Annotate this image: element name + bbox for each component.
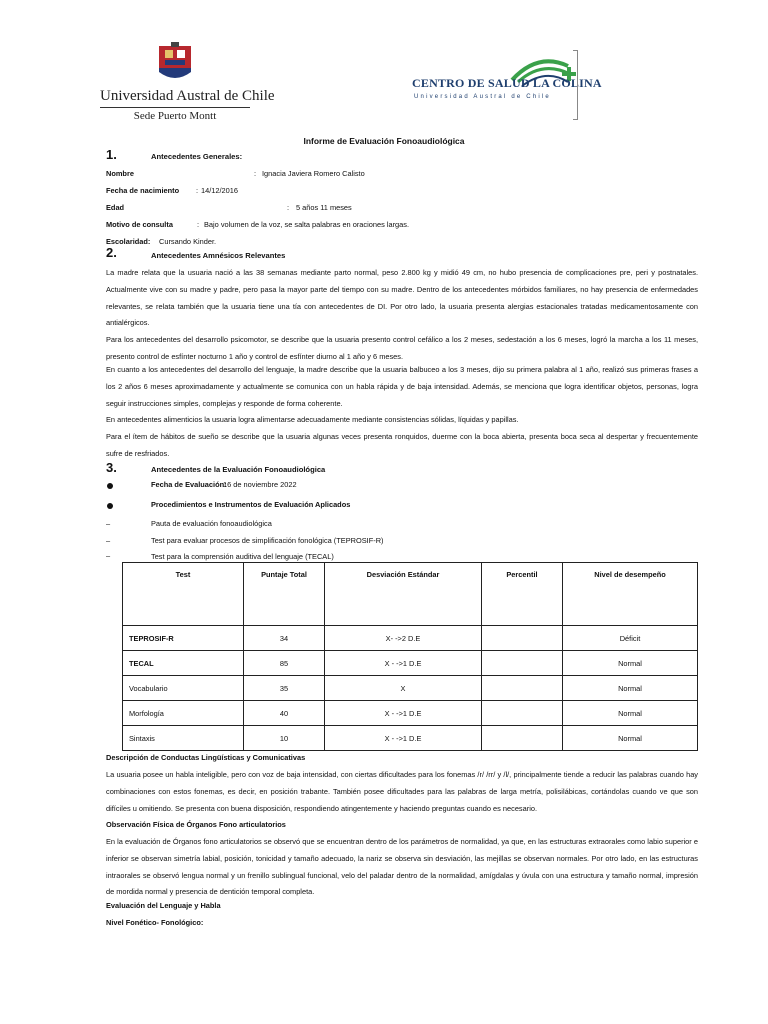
cell-percentil [482,726,563,751]
anamnesis-paragraph-2: Para los antecedentes del desarrollo psicomotor, se describe que la usuaria presento control cefálico a los 2 meses, sedestación a los 6 meses, logró la marcha a los 11 meses, presento control de esfínter nocturno 1 año y control de esfínter diurno al 1 año y 6 meses. [106,335,698,361]
cell-total: 85 [244,651,325,676]
field-sep-motivo: : [197,220,200,229]
section-1-number: 1. [106,147,117,162]
field-value-escolaridad: Cursando Kinder. [159,237,217,246]
section-3-heading: Antecedentes de la Evaluación Fonoaudiológica [151,465,326,474]
table-row [123,701,698,726]
cell-percentil [482,651,563,676]
field-label-fecha-nacimiento: Fecha de nacimiento [106,186,180,195]
table-header-test: Test [123,563,244,626]
field-label-edad: Edad [106,203,125,212]
field-value-fecha-nacimiento: 14/12/2016 [201,186,238,195]
cell-test: Morfología [123,701,244,726]
cell-percentil [482,676,563,701]
section-2-number: 2. [106,245,117,260]
university-name: Universidad Austral de Chile [100,88,250,108]
table-row [123,726,698,751]
health-center-logo [408,50,602,118]
field-label-escolaridad: Escolaridad: [106,237,151,246]
bullet-icon [107,483,113,489]
table-header-de: Desviación Estándar [325,563,482,626]
cell-test: TECAL [123,651,244,676]
section-2-heading: Antecedentes Amnésicos Relevantes [151,251,286,260]
field-sep-fecha-nacimiento: : [196,186,199,195]
section-3-number: 3. [106,460,117,475]
organs-paragraph: En la evaluación de Órganos fono articulatorios se observó que se encuentran dentro de los parámetros de normalidad, ya que, en las estructuras extraorales como labio superior e inferior se observan simetría labial, posición, tonicidad y tamaño adecuado, la nariz se observa sin desviación, las mejillas se observan normales. Por otro lado, en las estructuras intraorales se observó lengua normal y un frenillo sublingual funcional, velo del paladar dentro de la normalidad, amígdalas y úvula con una estructura y tamaño normal, impresión de mordida normal y presencia de dentición temporal completa. [106,837,698,897]
field-value-nombre: Ignacia Javiera Romero Calisto [262,169,365,178]
conducts-paragraph: La usuaria posee un habla inteligible, pero con voz de baja intensidad, con ciertas dificultades para los fonemas /r/ /rr/ y /l/, principalmente tiende a reducir las palabras cuando hay combinaciones con estos fonemas, es decir, en posición trabante. También posee dificultades para las palabras de larga metría, polisilábicas, cortándolas cuando ve que son difíciles u omitiendo. Se presenta con buena disposición, respondiendo atingentemente y haciendo preguntas cuando es necesario. [106,770,698,813]
university-sede: Sede Puerto Montt [133,110,217,122]
organs-heading: Observación Física de Órganos Fono articulatorios [106,820,286,829]
evaluation-date-label: Fecha de Evaluación: [151,480,227,489]
section-1-heading: Antecedentes Generales: [151,152,243,161]
university-shield-icon [157,42,193,84]
cell-nivel: Normal [563,651,698,676]
cell-total: 35 [244,676,325,701]
university-logo [100,42,275,122]
table-row [123,651,698,676]
results-table [122,562,698,751]
dash-icon: – [106,519,111,528]
cell-nivel: Normal [563,701,698,726]
bullet-icon [107,503,113,509]
table-row [123,676,698,701]
cell-test: TEPROSIF-R [123,626,244,651]
cell-percentil [482,626,563,651]
field-sep-nombre: : [254,169,257,178]
cell-de: X - ->1 D.E [325,651,482,676]
table-header-row [123,563,698,626]
anamnesis-paragraph-4: En antecedentes alimenticios la usuaria logra alimentarse adecuadamente mediante consistencias sólidas, líquidas y papillas. [106,415,519,424]
document-title: Informe de Evaluación Fonoaudiológica [303,136,465,146]
instrument-item: Test para evaluar procesos de simplificación fonológica (TEPROSIF-R) [151,536,384,545]
cell-de: X - ->1 D.E [325,726,482,751]
field-label-nombre: Nombre [106,169,134,178]
table-header-nivel: Nivel de desempeño [563,563,698,626]
cell-total: 40 [244,701,325,726]
language-heading: Evaluación del Lenguaje y Habla [106,901,221,910]
cell-total: 10 [244,726,325,751]
cell-test: Sintaxis [123,726,244,751]
health-center-subtitle: Universidad Austral de Chile [414,94,551,100]
procedures-heading: Procedimientos e Instrumentos de Evaluación Aplicados [151,500,351,509]
cell-de: X- ->2 D.E [325,626,482,651]
cell-nivel: Normal [563,676,698,701]
evaluation-date-value: 16 de noviembre 2022 [223,480,297,489]
anamnesis-paragraph-3: En cuanto a los antecedentes del desarrollo del lenguaje, la madre describe que la usuaria balbuceo a los 3 meses, dijo su primera palabra al 1 año, realizó sus primeras frases a los 2 años 6 meses aproximadamente y actualmente se comunica con un habla rápida y de baja intensidad. Además, se menciona que logra identificar objetos, personas, logra seguir instrucciones simples, complejas y responde de forma coherente. [106,365,698,408]
cell-de: X [325,676,482,701]
field-sep-edad: : [287,203,290,212]
table-row [123,626,698,651]
cell-de: X - ->1 D.E [325,701,482,726]
conducts-heading: Descripción de Conductas Lingüísticas y Comunicativas [106,753,306,762]
health-center-name: CENTRO DE SALUD LA COLINA [412,76,602,90]
cell-nivel: Normal [563,726,698,751]
table-header-percentil: Percentil [482,563,563,626]
field-value-motivo: Bajo volumen de la voz, se salta palabras en oraciones largas. [204,220,410,229]
instrument-item: Pauta de evaluación fonoaudiológica [151,519,272,528]
cell-test: Vocabulario [123,676,244,701]
language-subheading: Nivel Fonético- Fonológico: [106,918,204,927]
cell-percentil [482,701,563,726]
cell-total: 34 [244,626,325,651]
logo-bracket [573,50,578,120]
anamnesis-paragraph-1: La madre relata que la usuaria nació a las 38 semanas mediante parto normal, peso 2.800 kg y midió 49 cm, no hubo presencia de complicaciones pre, peri y postnatales. Actualmente vive con su madre y padre, pero pasa la mayor parte del tiempo con su madre. Dentro de los antecedentes mórbidos familiares, no hay presencia de enfermedades relevantes, se relata también que la usuaria tiene una tía con antecedentes de DI. Por otro lado, la usuaria presenta alergias estacionales tratadas medicamentosamente con antialérgicos. [106,268,698,328]
anamnesis-paragraph-5: Para el ítem de hábitos de sueño se describe que la usuaria algunas veces presenta ronquidos, duerme con la boca abierta, presenta boca seca al despertar y frecuentemente sufre de resfriados. [106,432,698,458]
field-value-edad: 5 años 11 meses [296,203,352,212]
field-label-motivo: Motivo de consulta [106,220,173,229]
instrument-item: Test para la comprensión auditiva del lenguaje (TECAL) [151,552,334,561]
dash-icon: – [106,551,111,560]
dash-icon: – [106,536,111,545]
cell-nivel: Déficit [563,626,698,651]
table-header-total: Puntaje Total [244,563,325,626]
